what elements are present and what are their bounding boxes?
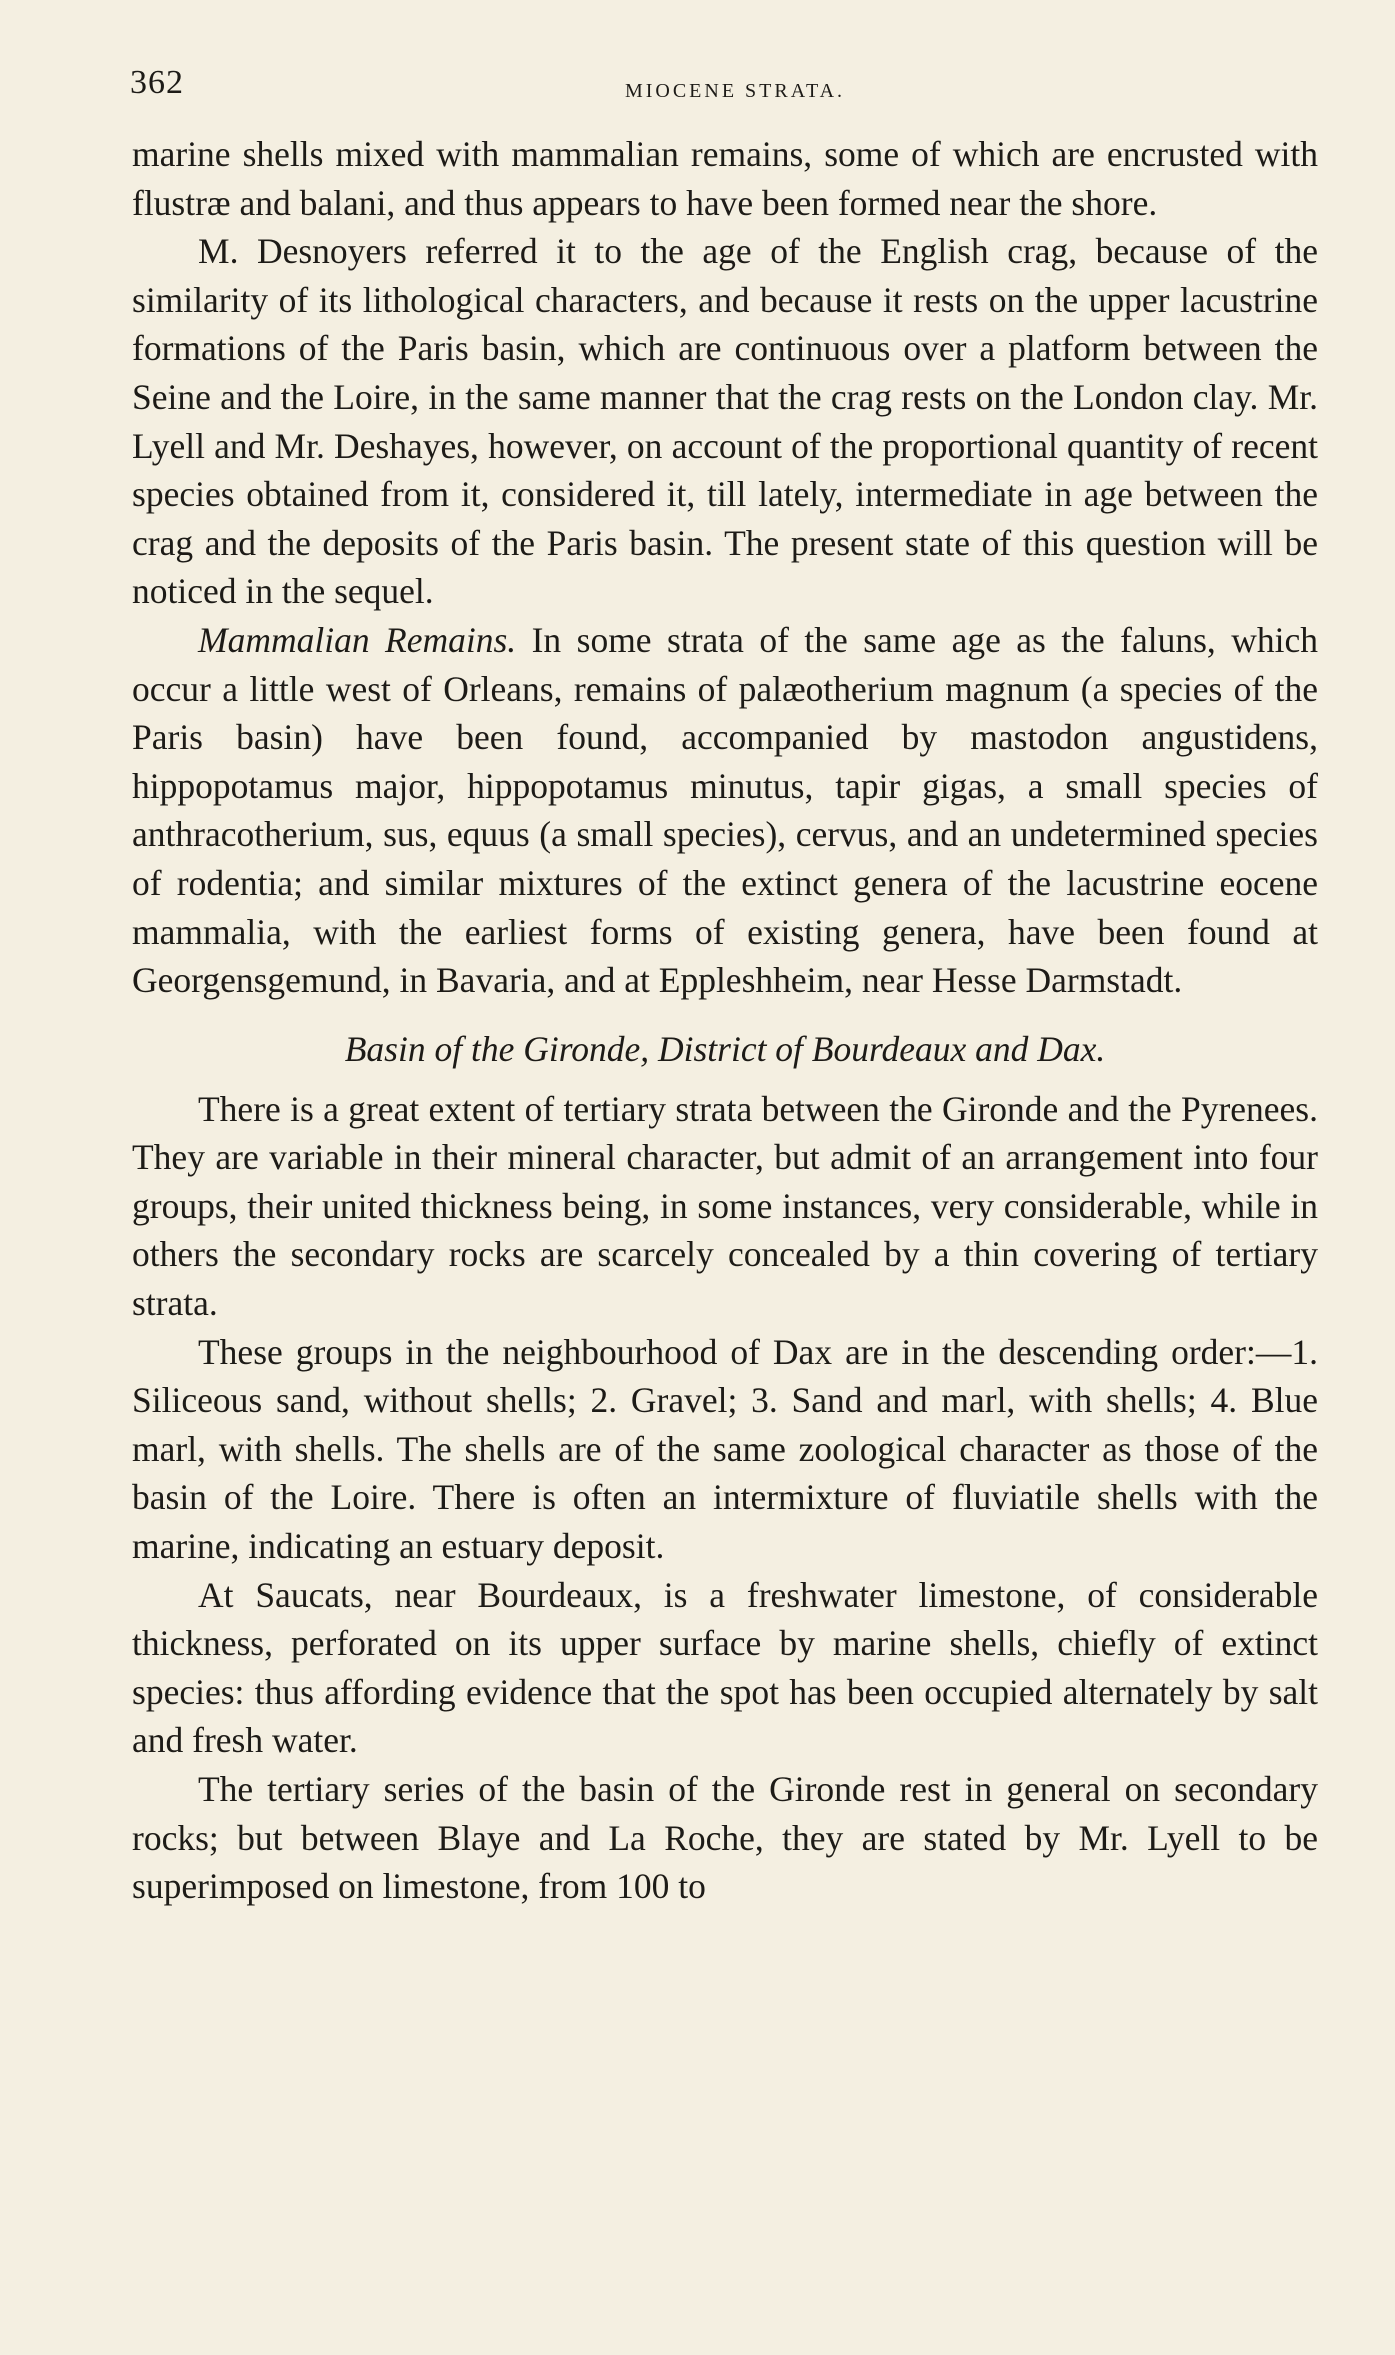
paragraph-continuation: marine shells mixed with mammalian remains, some of which are encrusted with flustræ and balani, and thus appears to have been formed near the shore. (132, 134, 1318, 223)
paragraph-dax-groups: These groups in the neighbourhood of Dax are in the descending order:—1. Siliceous sand, without shells; 2. Gravel; 3. Sand and marl, with shells; 4. Blue marl, with shells. The shells are of the same zoological character as those of the basin of the Loire. There is often an intermixture of fluviatile shells with the marine, indicating an estuary deposit. (132, 1331, 1318, 1567)
running-head: MIOCENE STRATA. (624, 80, 846, 102)
section-heading-gironde: Basin of the Gironde, District of Bourdeaux and Dax. (344, 1028, 1106, 1069)
paragraph-saucats: At Saucats, near Bourdeaux, is a freshwater limestone, of considerable thickness, perforated on its upper surface by marine shells, chiefly of extinct species: thus affording evidence that the spot has been occupied alternately by salt and fresh water. (132, 1574, 1318, 1761)
paragraph-gironde-series: The tertiary series of the basin of the Gironde rest in general on secondary rocks; but between Blaye and La Roche, they are stated by Mr. Lyell to be superimposed on limestone, from 100 to (132, 1769, 1318, 1907)
paragraph-tertiary-extent: There is a great extent of tertiary strata between the Gironde and the Pyrenees. They are variable in their mineral character, but admit of an arrangement into four groups, their united thickness being, in some instances, very considerable, while in others the secondary rocks are scarcely concealed by a thin covering of tertiary strata. (132, 1088, 1318, 1324)
mammalian-remains-lead: Mammalian Remains. (198, 619, 517, 660)
paragraph-desnoyers: M. Desnoyers referred it to the age of the English crag, because of the similarity of its lithological characters, and because it rests on the upper lacustrine formations of the Paris basin, which are continuous over a platform between the Seine and the Loire, in the same manner that the crag rests on the London clay. Mr. Lyell and Mr. Deshayes, however, on account of the proportional quantity of recent species obtained from it, considered it, till lately, intermediate in age between the crag and the deposits of the Paris basin. The present state of this question will be noticed in the sequel. (132, 231, 1318, 612)
body-text (132, 130, 1318, 1911)
page-header (130, 64, 1320, 114)
mammalian-remains-text: In some strata of the same age as the faluns, which occur a little west of Orleans, remains of palæotherium magnum (a species of the Paris basin) have been found, accompanied by mastodon angustidens, hippopotamus major, hippopotamus minutus, tapir gigas, a small species of anthracotherium, sus, equus (a small species), cervus, and an undetermined species of rodentia; and similar mixtures of the extinct genera of the lacustrine eocene mammalia, with the earliest forms of existing genera, have been found at Georgensgemund, in Bavaria, and at Eppleshheim, near Hesse Darmstadt. (132, 619, 1318, 1001)
page-number: 362 (130, 64, 184, 101)
paragraph-mammalian-remains (132, 616, 1318, 1005)
